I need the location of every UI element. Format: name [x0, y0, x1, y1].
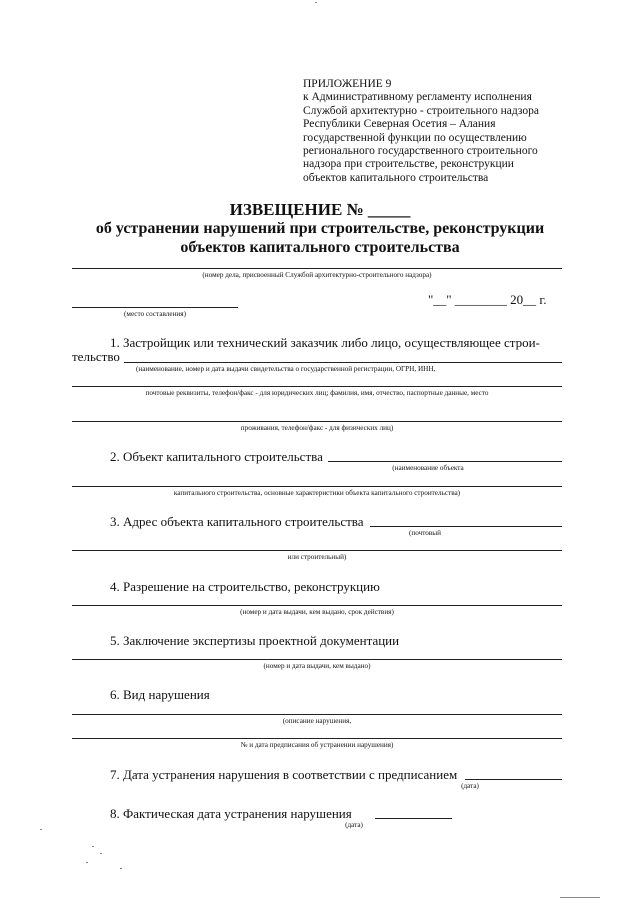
item7-caption: (дата)	[461, 782, 479, 790]
scan-speck	[86, 862, 88, 863]
item3-label: 3. Адрес объекта капитального строительства	[110, 514, 364, 529]
appendix-line: надзора при строительстве, реконструкции	[303, 158, 514, 171]
item8-label: 8. Фактическая дата устранения нарушения	[110, 806, 352, 821]
item7-date-field-line[interactable]	[465, 779, 562, 780]
appendix-line: государственной функции по осуществлению	[303, 131, 527, 144]
item3-field-line2[interactable]	[72, 550, 562, 551]
item6-caption2: № и дата предписания об устранении нарушения)	[240, 741, 394, 749]
item8-date-field-line[interactable]	[375, 818, 452, 819]
item1-field-line2[interactable]	[72, 386, 562, 387]
item2-caption1: (наименование объекта	[392, 464, 464, 472]
item1-label-line2: тельство	[72, 349, 120, 364]
item1-caption2: почтовые реквизиты, телефон/факс - для юридических лиц; фамилия, имя, отчество, паспортные данные, место	[145, 389, 489, 397]
item1-label-line1: 1. Застройщик или технический заказчик либо лицо, осуществляющее строи-	[110, 335, 540, 350]
item5-label: 5. Заключение экспертизы проектной документации	[110, 633, 400, 648]
item4-label: 4. Разрешение на строительство, реконструкцию	[110, 579, 380, 594]
item2-field-line2[interactable]	[72, 486, 562, 487]
item2-label: 2. Объект капитального строительства	[110, 449, 323, 464]
appendix-line: объектов капитального строительства	[303, 171, 489, 184]
appendix-line: регионального государственного строительного	[303, 145, 538, 158]
scan-speck	[315, 2, 317, 3]
item6-caption1: (описание нарушения,	[282, 717, 352, 725]
appendix-line: ПРИЛОЖЕНИЕ 9	[303, 78, 392, 90]
document-title: ИЗВЕЩЕНИЕ № _____	[229, 200, 411, 219]
item6-label: 6. Вид нарушения	[110, 687, 210, 702]
item2-field-line1[interactable]	[328, 461, 562, 462]
appendix-line: Республики Северная Осетия – Алания	[303, 118, 496, 131]
item3-caption2: или строительный)	[287, 553, 347, 561]
item1-caption1: (наименование, номер и дата выдачи свидетельства о государственной регистрации, ОГРН, ИНН,	[136, 365, 436, 373]
scan-speck	[120, 868, 122, 869]
item1-field-line1[interactable]	[124, 362, 562, 363]
item7-label: 7. Дата устранения нарушения в соответствии с предписанием	[110, 767, 458, 782]
case-number-caption: (номер дела, присвоенный Службой архитектурно-строительного надзора)	[202, 271, 432, 279]
document-subtitle-line1: об устранении нарушений при строительстве, реконструкции	[95, 220, 545, 237]
date-field[interactable]: "__" ________ 20__ г.	[428, 292, 547, 307]
item1-caption3: проживания, телефон/факс - для физических лиц)	[240, 424, 394, 432]
document-subtitle-line2: объектов капитального строительства	[180, 239, 460, 256]
appendix-line: Службой архитектурно - строительного надзора	[303, 104, 539, 117]
scan-speck	[92, 846, 94, 847]
item3-caption1: (почтовый	[409, 529, 441, 537]
scan-speck	[100, 853, 102, 854]
scan-speck	[560, 897, 600, 898]
appendix-block	[303, 78, 563, 185]
item5-field-line[interactable]	[72, 659, 562, 660]
item1-field-line3[interactable]	[72, 421, 562, 422]
item8-caption: (дата)	[345, 821, 363, 829]
item2-caption2: капитального строительства, основные характеристики объекта капитального строительства)	[173, 489, 461, 497]
item6-field-line1[interactable]	[72, 714, 562, 715]
item3-field-line1[interactable]	[370, 526, 562, 527]
scan-speck	[40, 829, 42, 830]
case-number-field-line[interactable]	[72, 268, 562, 269]
item5-caption: (номер и дата выдачи, кем выдано)	[263, 662, 371, 670]
place-caption: (место составления)	[124, 310, 186, 318]
item4-field-line[interactable]	[72, 605, 562, 606]
item4-caption: (номер и дата выдачи, кем выдано, срок действия)	[240, 608, 394, 616]
place-field-line[interactable]	[72, 307, 238, 308]
item6-field-line2[interactable]	[72, 738, 562, 739]
appendix-line: к Административному регламенту исполнения	[303, 91, 532, 104]
